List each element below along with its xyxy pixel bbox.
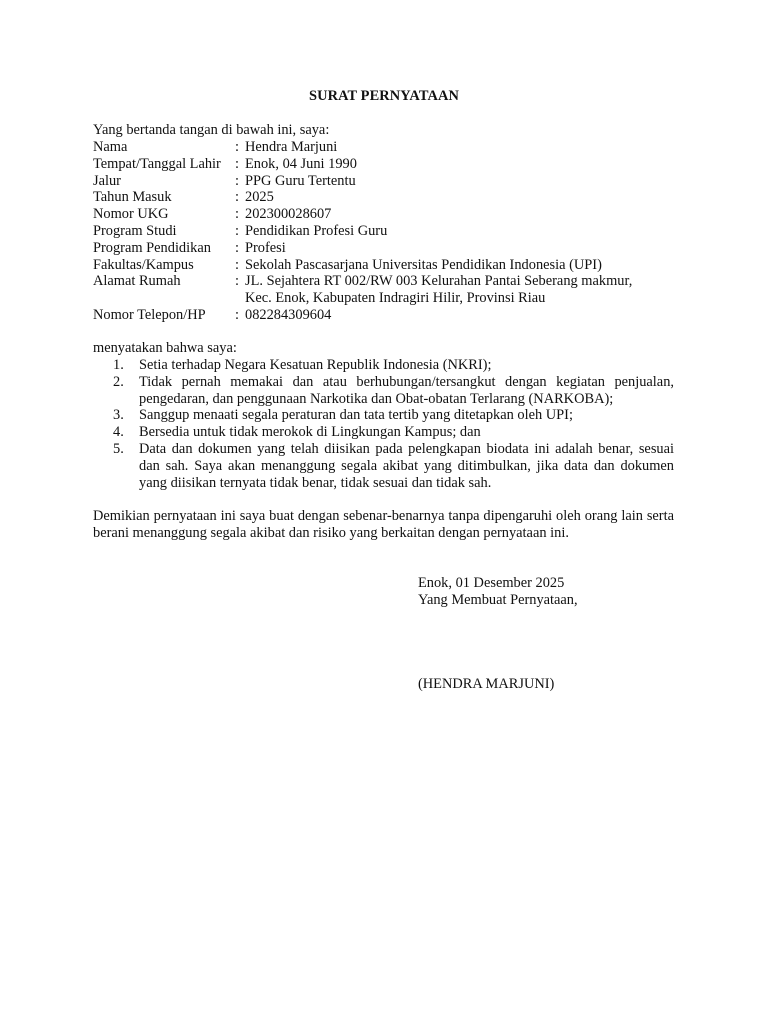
field-nama — [93, 139, 693, 156]
field-separator: : — [235, 206, 239, 223]
field-fakultas-kampus — [93, 257, 693, 274]
list-item-text: Tidak pernah memakai dan atau berhubungan/tersangkut dengan kegiatan penjualan, pengedaran, dan penggunaan Narkotika dan Obat-obatan Terlarang (NARKOBA); — [139, 373, 674, 407]
place-date: Enok, 01 Desember 2025 — [418, 575, 565, 591]
list-item-number: 3. — [113, 407, 124, 424]
field-separator: : — [235, 239, 239, 256]
field-label: Nama — [93, 139, 128, 155]
field-label: Tempat/Tanggal Lahir — [93, 155, 221, 172]
list-item-text: Sanggup menaati segala peraturan dan tata tertib yang ditetapkan oleh UPI; — [139, 407, 573, 424]
field-value: Sekolah Pascasarjana Universitas Pendidikan Indonesia (UPI) — [245, 256, 602, 273]
field-value: Enok, 04 Juni 1990 — [245, 155, 357, 172]
field-separator: : — [235, 273, 239, 290]
field-value: PPG Guru Tertentu — [245, 172, 356, 189]
field-program-studi — [93, 223, 693, 240]
field-tempat-tanggal-lahir — [93, 156, 693, 173]
field-value: Profesi — [245, 239, 286, 256]
field-separator: : — [235, 222, 239, 239]
field-nomor-ukg — [93, 206, 693, 223]
field-separator: : — [235, 256, 239, 273]
list-item-text: Bersedia untuk tidak merokok di Lingkungan Kampus; dan — [139, 424, 481, 441]
field-nomor-telepon — [93, 307, 693, 324]
field-value: Hendra Marjuni — [245, 139, 338, 155]
field-value: 2025 — [245, 189, 274, 206]
list-item — [113, 374, 674, 408]
closing-paragraph: Demikian pernyataan ini saya buat dengan sebenar-benarnya tanpa dipengaruhi oleh orang lain serta berani menanggung segala akibat dan risiko yang berkaitan dengan pernyataan ini. — [93, 508, 674, 541]
list-item-text: Data dan dokumen yang telah diisikan pada pelengkapan biodata ini adalah benar, sesuai dan sah. Saya akan menanggung segala akibat yang ditimbulkan, jika data dan dokumen yang diisikan ternyata tidak benar, tidak sesuai dan tidak sah. — [139, 440, 674, 491]
field-value: 082284309604 — [245, 306, 332, 323]
field-label: Program Pendidikan — [93, 239, 211, 256]
list-item — [113, 441, 674, 491]
signer-name: (HENDRA MARJUNI) — [418, 676, 555, 692]
field-separator: : — [235, 189, 239, 206]
list-item-number: 2. — [113, 373, 124, 390]
field-value-continuation: Kec. Enok, Kabupaten Indragiri Hilir, Provinsi Riau — [245, 290, 546, 307]
list-item — [113, 407, 674, 424]
signer-role: Yang Membuat Pernyataan, — [418, 591, 578, 608]
field-label: Jalur — [93, 172, 121, 189]
field-program-pendidikan — [93, 240, 693, 257]
field-label: Tahun Masuk — [93, 189, 172, 206]
list-item — [113, 424, 674, 441]
signature-block — [418, 575, 578, 609]
field-label: Nomor UKG — [93, 206, 169, 223]
field-label: Alamat Rumah — [93, 273, 181, 290]
field-jalur — [93, 173, 693, 190]
list-item — [113, 357, 674, 374]
list-item-number: 5. — [113, 440, 124, 457]
field-separator: : — [235, 306, 239, 323]
field-separator: : — [235, 139, 239, 155]
field-value: Pendidikan Profesi Guru — [245, 222, 388, 239]
field-label: Nomor Telepon/HP — [93, 306, 206, 323]
list-item-number: 1. — [113, 357, 124, 373]
field-separator: : — [235, 155, 239, 172]
field-value: JL. Sejahtera RT 002/RW 003 Kelurahan Pantai Seberang makmur, — [245, 273, 633, 290]
statement-intro: menyatakan bahwa saya: — [93, 340, 237, 356]
list-item-text: Setia terhadap Negara Kesatuan Republik Indonesia (NKRI); — [139, 357, 492, 373]
document-title: SURAT PERNYATAAN — [309, 88, 459, 104]
field-value: 202300028607 — [245, 206, 332, 223]
field-label: Program Studi — [93, 222, 177, 239]
intro-text: Yang bertanda tangan di bawah ini, saya: — [93, 122, 330, 138]
identity-fields — [93, 139, 693, 324]
field-alamat-rumah — [93, 273, 693, 307]
field-tahun-masuk — [93, 189, 693, 206]
statement-list — [113, 357, 674, 491]
list-item-number: 4. — [113, 424, 124, 441]
field-label: Fakultas/Kampus — [93, 256, 194, 273]
field-separator: : — [235, 172, 239, 189]
